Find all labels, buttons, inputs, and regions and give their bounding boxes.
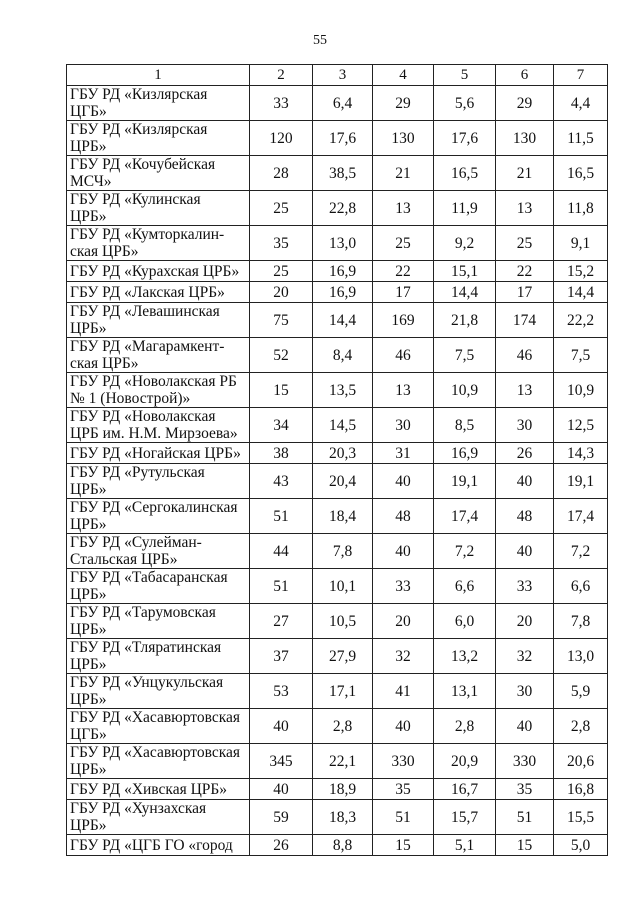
value-cell-c5: 19,1 — [434, 464, 496, 499]
table-row — [67, 443, 608, 464]
value-cell-c5: 13,1 — [434, 674, 496, 709]
value-cell-c3: 14,4 — [313, 303, 373, 338]
table-row — [67, 191, 608, 226]
value-cell-c4: 31 — [373, 443, 434, 464]
table-row — [67, 604, 608, 639]
value-cell-c5: 15,1 — [434, 261, 496, 282]
value-cell-c2: 40 — [250, 709, 313, 744]
value-cell-c6: 13 — [496, 373, 554, 408]
table-row — [67, 569, 608, 604]
table-row — [67, 338, 608, 373]
value-cell-c5: 13,2 — [434, 639, 496, 674]
value-cell-c6: 17 — [496, 282, 554, 303]
value-cell-c2: 35 — [250, 226, 313, 261]
value-cell-c3: 8,4 — [313, 338, 373, 373]
value-cell-c5: 5,1 — [434, 835, 496, 856]
value-cell-c5: 15,7 — [434, 800, 496, 835]
value-cell-c2: 26 — [250, 835, 313, 856]
institution-name-cell: ГБУ РД «Хасавюртовская ЦРБ» — [67, 744, 250, 779]
institution-name-cell: ГБУ РД «Левашинская ЦРБ» — [67, 303, 250, 338]
value-cell-c2: 44 — [250, 534, 313, 569]
value-cell-c4: 13 — [373, 191, 434, 226]
value-cell-c7: 19,1 — [554, 464, 608, 499]
table-row — [67, 639, 608, 674]
value-cell-c2: 51 — [250, 569, 313, 604]
value-cell-c2: 345 — [250, 744, 313, 779]
institution-name-cell: ГБУ РД «Новолакская ЦРБ им. Н.М. Мирзоева» — [67, 408, 250, 443]
value-cell-c4: 13 — [373, 373, 434, 408]
value-cell-c6: 22 — [496, 261, 554, 282]
table-header-row — [67, 65, 608, 86]
value-cell-c2: 33 — [250, 86, 313, 121]
value-cell-c4: 15 — [373, 835, 434, 856]
value-cell-c2: 25 — [250, 261, 313, 282]
value-cell-c5: 7,5 — [434, 338, 496, 373]
value-cell-c4: 17 — [373, 282, 434, 303]
value-cell-c3: 7,8 — [313, 534, 373, 569]
value-cell-c7: 15,5 — [554, 800, 608, 835]
table-row — [67, 373, 608, 408]
value-cell-c6: 30 — [496, 408, 554, 443]
table-row — [67, 674, 608, 709]
value-cell-c4: 40 — [373, 709, 434, 744]
value-cell-c6: 32 — [496, 639, 554, 674]
value-cell-c3: 14,5 — [313, 408, 373, 443]
value-cell-c4: 51 — [373, 800, 434, 835]
institution-name-cell: ГБУ РД «Хивская ЦРБ» — [67, 779, 250, 800]
value-cell-c3: 17,1 — [313, 674, 373, 709]
value-cell-c7: 11,8 — [554, 191, 608, 226]
value-cell-c5: 17,6 — [434, 121, 496, 156]
value-cell-c6: 130 — [496, 121, 554, 156]
value-cell-c3: 22,1 — [313, 744, 373, 779]
value-cell-c2: 120 — [250, 121, 313, 156]
value-cell-c7: 22,2 — [554, 303, 608, 338]
value-cell-c4: 20 — [373, 604, 434, 639]
value-cell-c5: 10,9 — [434, 373, 496, 408]
value-cell-c2: 20 — [250, 282, 313, 303]
value-cell-c5: 8,5 — [434, 408, 496, 443]
value-cell-c5: 6,0 — [434, 604, 496, 639]
value-cell-c7: 7,5 — [554, 338, 608, 373]
institution-name-cell: ГБУ РД «Ногайская ЦРБ» — [67, 443, 250, 464]
institution-name-cell: ГБУ РД «Хунзахская ЦРБ» — [67, 800, 250, 835]
value-cell-c5: 11,9 — [434, 191, 496, 226]
column-header: 7 — [554, 65, 608, 86]
table-body — [67, 86, 608, 856]
value-cell-c3: 13,5 — [313, 373, 373, 408]
value-cell-c7: 17,4 — [554, 499, 608, 534]
table-row — [67, 282, 608, 303]
value-cell-c3: 20,4 — [313, 464, 373, 499]
value-cell-c2: 25 — [250, 191, 313, 226]
institution-name-cell: ГБУ РД «Рутульская ЦРБ» — [67, 464, 250, 499]
table-row — [67, 464, 608, 499]
institution-name-cell: ГБУ РД «Новолакская РБ № 1 (Новострой)» — [67, 373, 250, 408]
value-cell-c2: 75 — [250, 303, 313, 338]
value-cell-c3: 22,8 — [313, 191, 373, 226]
value-cell-c7: 16,8 — [554, 779, 608, 800]
column-header: 5 — [434, 65, 496, 86]
value-cell-c3: 16,9 — [313, 261, 373, 282]
value-cell-c7: 12,5 — [554, 408, 608, 443]
value-cell-c3: 18,4 — [313, 499, 373, 534]
value-cell-c4: 21 — [373, 156, 434, 191]
value-cell-c6: 20 — [496, 604, 554, 639]
institution-name-cell: ГБУ РД «Лакская ЦРБ» — [67, 282, 250, 303]
value-cell-c7: 5,9 — [554, 674, 608, 709]
value-cell-c4: 41 — [373, 674, 434, 709]
table-row — [67, 800, 608, 835]
value-cell-c2: 28 — [250, 156, 313, 191]
value-cell-c6: 30 — [496, 674, 554, 709]
value-cell-c7: 9,1 — [554, 226, 608, 261]
value-cell-c5: 17,4 — [434, 499, 496, 534]
value-cell-c2: 40 — [250, 779, 313, 800]
value-cell-c5: 16,5 — [434, 156, 496, 191]
value-cell-c3: 38,5 — [313, 156, 373, 191]
statistics-table — [66, 64, 608, 856]
value-cell-c2: 52 — [250, 338, 313, 373]
value-cell-c3: 13,0 — [313, 226, 373, 261]
value-cell-c5: 16,9 — [434, 443, 496, 464]
value-cell-c4: 169 — [373, 303, 434, 338]
value-cell-c5: 6,6 — [434, 569, 496, 604]
value-cell-c3: 2,8 — [313, 709, 373, 744]
value-cell-c3: 16,9 — [313, 282, 373, 303]
value-cell-c3: 18,3 — [313, 800, 373, 835]
table-row — [67, 261, 608, 282]
institution-name-cell: ГБУ РД «Сулейман- Стальская ЦРБ» — [67, 534, 250, 569]
value-cell-c4: 32 — [373, 639, 434, 674]
institution-name-cell: ГБУ РД «Табасаранская ЦРБ» — [67, 569, 250, 604]
value-cell-c2: 34 — [250, 408, 313, 443]
value-cell-c6: 174 — [496, 303, 554, 338]
value-cell-c3: 8,8 — [313, 835, 373, 856]
value-cell-c3: 17,6 — [313, 121, 373, 156]
table-row — [67, 408, 608, 443]
value-cell-c7: 16,5 — [554, 156, 608, 191]
value-cell-c2: 53 — [250, 674, 313, 709]
table-row — [67, 779, 608, 800]
institution-name-cell: ГБУ РД «Курахская ЦРБ» — [67, 261, 250, 282]
table-row — [67, 156, 608, 191]
value-cell-c3: 18,9 — [313, 779, 373, 800]
value-cell-c3: 27,9 — [313, 639, 373, 674]
value-cell-c6: 15 — [496, 835, 554, 856]
table-row — [67, 226, 608, 261]
value-cell-c7: 14,3 — [554, 443, 608, 464]
table-row — [67, 499, 608, 534]
value-cell-c4: 35 — [373, 779, 434, 800]
value-cell-c7: 20,6 — [554, 744, 608, 779]
value-cell-c4: 130 — [373, 121, 434, 156]
value-cell-c6: 46 — [496, 338, 554, 373]
value-cell-c7: 11,5 — [554, 121, 608, 156]
table-row — [67, 534, 608, 569]
table-row — [67, 744, 608, 779]
value-cell-c4: 33 — [373, 569, 434, 604]
value-cell-c7: 4,4 — [554, 86, 608, 121]
value-cell-c6: 51 — [496, 800, 554, 835]
value-cell-c5: 21,8 — [434, 303, 496, 338]
value-cell-c7: 7,8 — [554, 604, 608, 639]
value-cell-c2: 27 — [250, 604, 313, 639]
value-cell-c3: 6,4 — [313, 86, 373, 121]
value-cell-c4: 330 — [373, 744, 434, 779]
value-cell-c5: 16,7 — [434, 779, 496, 800]
value-cell-c6: 40 — [496, 534, 554, 569]
column-header: 1 — [67, 65, 250, 86]
value-cell-c5: 5,6 — [434, 86, 496, 121]
institution-name-cell: ГБУ РД «Сергокалинская ЦРБ» — [67, 499, 250, 534]
value-cell-c2: 38 — [250, 443, 313, 464]
value-cell-c7: 5,0 — [554, 835, 608, 856]
column-header: 3 — [313, 65, 373, 86]
institution-name-cell: ГБУ РД «ЦГБ ГО «город — [67, 835, 250, 856]
value-cell-c6: 25 — [496, 226, 554, 261]
value-cell-c5: 2,8 — [434, 709, 496, 744]
value-cell-c6: 29 — [496, 86, 554, 121]
page-number: 55 — [313, 33, 327, 48]
institution-name-cell: ГБУ РД «Кумторкалин- ская ЦРБ» — [67, 226, 250, 261]
column-header: 4 — [373, 65, 434, 86]
value-cell-c4: 29 — [373, 86, 434, 121]
value-cell-c7: 14,4 — [554, 282, 608, 303]
institution-name-cell: ГБУ РД «Кизлярская ЦРБ» — [67, 121, 250, 156]
value-cell-c4: 22 — [373, 261, 434, 282]
value-cell-c7: 15,2 — [554, 261, 608, 282]
value-cell-c6: 48 — [496, 499, 554, 534]
value-cell-c5: 9,2 — [434, 226, 496, 261]
value-cell-c2: 43 — [250, 464, 313, 499]
table-row — [67, 121, 608, 156]
value-cell-c6: 40 — [496, 464, 554, 499]
institution-name-cell: ГБУ РД «Унцукульская ЦРБ» — [67, 674, 250, 709]
value-cell-c7: 10,9 — [554, 373, 608, 408]
column-header: 6 — [496, 65, 554, 86]
value-cell-c7: 7,2 — [554, 534, 608, 569]
value-cell-c6: 330 — [496, 744, 554, 779]
table-row — [67, 709, 608, 744]
table-row — [67, 303, 608, 338]
value-cell-c2: 51 — [250, 499, 313, 534]
value-cell-c5: 7,2 — [434, 534, 496, 569]
value-cell-c6: 33 — [496, 569, 554, 604]
value-cell-c6: 35 — [496, 779, 554, 800]
institution-name-cell: ГБУ РД «Кочубейская МСЧ» — [67, 156, 250, 191]
value-cell-c4: 40 — [373, 464, 434, 499]
value-cell-c3: 20,3 — [313, 443, 373, 464]
column-header: 2 — [250, 65, 313, 86]
value-cell-c6: 13 — [496, 191, 554, 226]
institution-name-cell: ГБУ РД «Кизлярская ЦГБ» — [67, 86, 250, 121]
value-cell-c5: 20,9 — [434, 744, 496, 779]
value-cell-c6: 40 — [496, 709, 554, 744]
value-cell-c7: 6,6 — [554, 569, 608, 604]
value-cell-c6: 21 — [496, 156, 554, 191]
table-row — [67, 86, 608, 121]
value-cell-c4: 30 — [373, 408, 434, 443]
value-cell-c3: 10,1 — [313, 569, 373, 604]
table-row — [67, 835, 608, 856]
value-cell-c4: 46 — [373, 338, 434, 373]
value-cell-c4: 25 — [373, 226, 434, 261]
institution-name-cell: ГБУ РД «Хасавюртовская ЦГБ» — [67, 709, 250, 744]
value-cell-c5: 14,4 — [434, 282, 496, 303]
institution-name-cell: ГБУ РД «Тарумовская ЦРБ» — [67, 604, 250, 639]
institution-name-cell: ГБУ РД «Тляратинская ЦРБ» — [67, 639, 250, 674]
value-cell-c7: 13,0 — [554, 639, 608, 674]
value-cell-c2: 37 — [250, 639, 313, 674]
value-cell-c2: 59 — [250, 800, 313, 835]
institution-name-cell: ГБУ РД «Магарамкент- ская ЦРБ» — [67, 338, 250, 373]
value-cell-c4: 48 — [373, 499, 434, 534]
value-cell-c3: 10,5 — [313, 604, 373, 639]
value-cell-c6: 26 — [496, 443, 554, 464]
institution-name-cell: ГБУ РД «Кулинская ЦРБ» — [67, 191, 250, 226]
value-cell-c4: 40 — [373, 534, 434, 569]
value-cell-c7: 2,8 — [554, 709, 608, 744]
value-cell-c2: 15 — [250, 373, 313, 408]
